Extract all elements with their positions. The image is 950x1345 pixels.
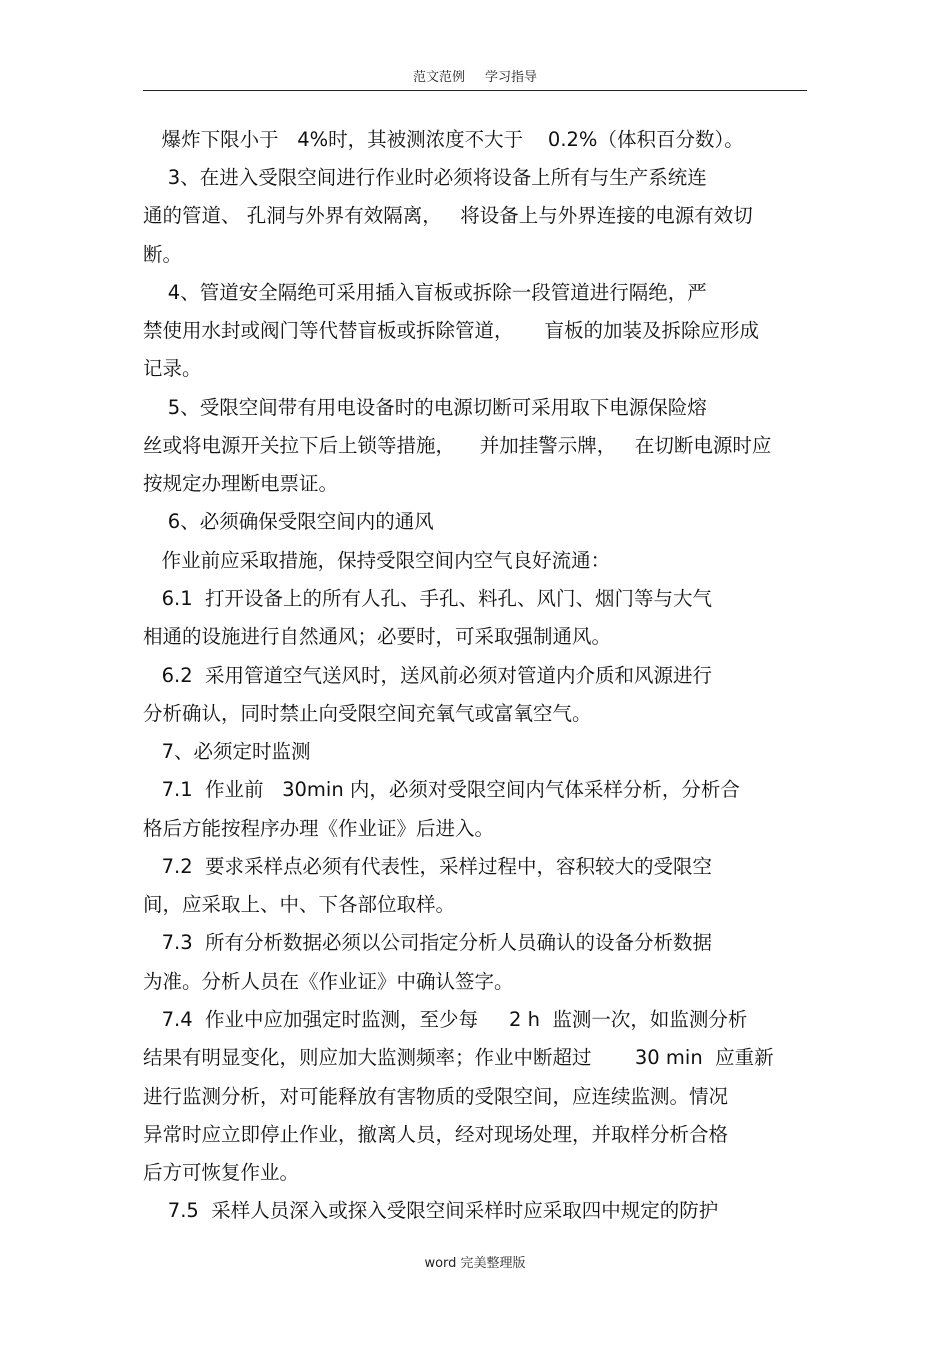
body-line: 5、受限空间带有用电设备时的电源切断可采用取下电源保险熔 xyxy=(143,396,707,419)
header-left-text: 范文范例 xyxy=(412,70,465,85)
header-right-text: 学习指导 xyxy=(485,70,538,85)
body-line: 进行监测分析，对可能释放有害物质的受限空间，应连续监测。情况 xyxy=(143,1085,729,1108)
body-line: 相通的设施进行自然通风；必要时，可采取强制通风。 xyxy=(143,625,612,648)
body-line: 异常时应立即停止作业，撤离人员，经对现场处理，并取样分析合格 xyxy=(143,1123,729,1146)
body-line: 7、必须定时监测 xyxy=(143,740,311,763)
body-line: 7.3 所有分析数据必须以公司指定分析人员确认的设备分析数据 xyxy=(143,931,713,954)
body-line: 7.5 采样人员深入或探入受限空间采样时应采取四中规定的防护 xyxy=(143,1199,719,1222)
body-line: 按规定办理断电票证。 xyxy=(143,472,339,495)
body-line: 6.1 打开设备上的所有人孔、手孔、料孔、风门、烟门等与大气 xyxy=(143,587,713,610)
body-line: 通的管道、 孔洞与外界有效隔离， 将设备上与外界连接的电源有效切 xyxy=(143,204,753,227)
body-line: 禁使用水封或阀门等代替盲板或拆除管道， 盲板的加装及拆除应形成 xyxy=(143,319,759,342)
body-line: 作业前应采取措施，保持受限空间内空气良好流通： xyxy=(143,549,611,572)
page-header xyxy=(0,66,950,85)
body-line: 爆炸下限小于 4%时，其被测浓度不大于 0.2%（体积百分数）。 xyxy=(143,128,744,151)
page-footer: word 完美整理版 xyxy=(424,1256,526,1271)
body-line: 丝或将电源开关拉下后上锁等措施， 并加挂警示牌， 在切断电源时应 xyxy=(143,434,772,457)
body-line: 断。 xyxy=(143,243,183,266)
body-line: 6.2 采用管道空气送风时，送风前必须对管道内介质和风源进行 xyxy=(143,664,713,687)
header-divider xyxy=(143,90,807,91)
body-line: 6、必须确保受限空间内的通风 xyxy=(143,510,434,533)
body-line: 结果有明显变化，则应加大监测频率；作业中断超过 30 min 应重新 xyxy=(143,1046,774,1069)
body-line: 分析确认，同时禁止向受限空间充氧气或富氧空气。 xyxy=(143,702,592,725)
body-line: 3、在进入受限空间进行作业时必须将设备上所有与生产系统连 xyxy=(143,166,707,189)
body-line: 后方可恢复作业。 xyxy=(143,1161,300,1184)
body-line: 记录。 xyxy=(143,357,202,380)
body-line: 7.4 作业中应加强定时监测，至少每 2 h 监测一次，如监测分析 xyxy=(143,1008,748,1031)
body-line: 间，应采取上、中、下各部位取样。 xyxy=(143,893,456,916)
body-line: 7.2 要求采样点必须有代表性，采样过程中，容积较大的受限空 xyxy=(143,855,713,878)
body-line: 7.1 作业前 30min 内，必须对受限空间内气体采样分析，分析合 xyxy=(143,778,740,801)
body-line: 为准。分析人员在《作业证》中确认签字。 xyxy=(143,970,514,993)
body-line: 4、管道安全隔绝可采用插入盲板或拆除一段管道进行隔绝，严 xyxy=(143,281,707,304)
body-line: 格后方能按程序办理《作业证》后进入。 xyxy=(143,817,495,840)
